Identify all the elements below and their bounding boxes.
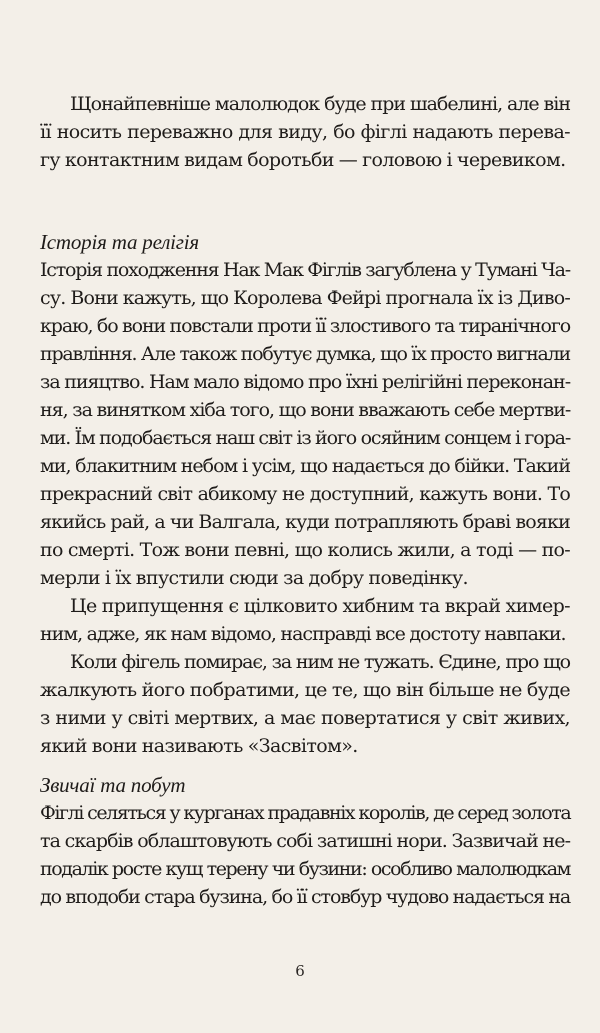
text-line: краю, бо вони повстали проти її злостивого та тиранічного [40,315,571,337]
text-line: Фіглі селяться у курганах прадавніх королів, де серед золота [40,802,571,824]
text-line: її носить переважно для виду, бо фіглі надають перева- [40,121,570,143]
page-number: 6 [295,962,305,980]
text-line: по смерті. Тож вони певні, що колись жили, а тоді — по- [40,539,570,561]
text-line: мерли і їх впустили сюди за добру поведінку. [40,567,468,589]
text-line: Історія походження Нак Мак Фіглів загублена у Тумані Ча- [40,259,570,281]
text-line: якийсь рай, а чи Валгала, куди потрапляють браві вояки [40,511,570,533]
text-line: за пияцтво. Нам мало відомо про їхні релігійні переконан- [40,371,571,393]
section-customs [40,771,570,911]
text-line: ми, блакитним небом і усім, що надається до бійки. Такий [40,455,570,477]
text-line: правління. Але також побутує думка, що їх просто вигнали [40,343,570,365]
text-line: ня, за винятком хіба того, що вони вважають себе мертви- [40,399,571,421]
text-line: до вподоби стара бузина, бо її стовбур чудово надається на [40,886,571,908]
text-line: Коли фігель помирає, за ним не тужать. Єдине, про що [70,651,570,673]
section-heading: Звичаї та побут [40,773,186,797]
section-history [40,228,570,760]
text-line: су. Вони кажуть, що Королева Фейрі прогнала їх із Диво- [40,287,570,309]
text-line: ми. Їм подобається наш світ із його осяйним сонцем і гора- [40,427,571,449]
text-line: Щонайпевніше малолюдок буде при шабелині, але він [70,93,570,115]
text-line: ним, адже, як нам відомо, насправді все достоту навпаки. [40,623,566,645]
section-heading: Історія та релігія [40,230,199,254]
text-line: та скарбів облаштовують собі затишні нори. Зазвичай не- [40,830,571,852]
text-line: гу контактним видам боротьби — головою і черевиком. [40,149,566,171]
text-line: Це припущення є цілковито хибним та вкрай химер- [70,595,570,617]
text-line: з ними у світі мертвих, а має повертатися у світ живих, [40,707,570,729]
text-line: подалік росте кущ терену чи бузини: особливо малолюдкам [40,858,570,880]
text-line: жалкують його побратими, це те, що він більше не буде [40,679,570,701]
text-line: який вони називають «Засвітом». [40,735,358,757]
intro-paragraph [40,90,570,174]
text-line: прекрасний світ абикому не доступний, кажуть вони. То [40,483,570,505]
